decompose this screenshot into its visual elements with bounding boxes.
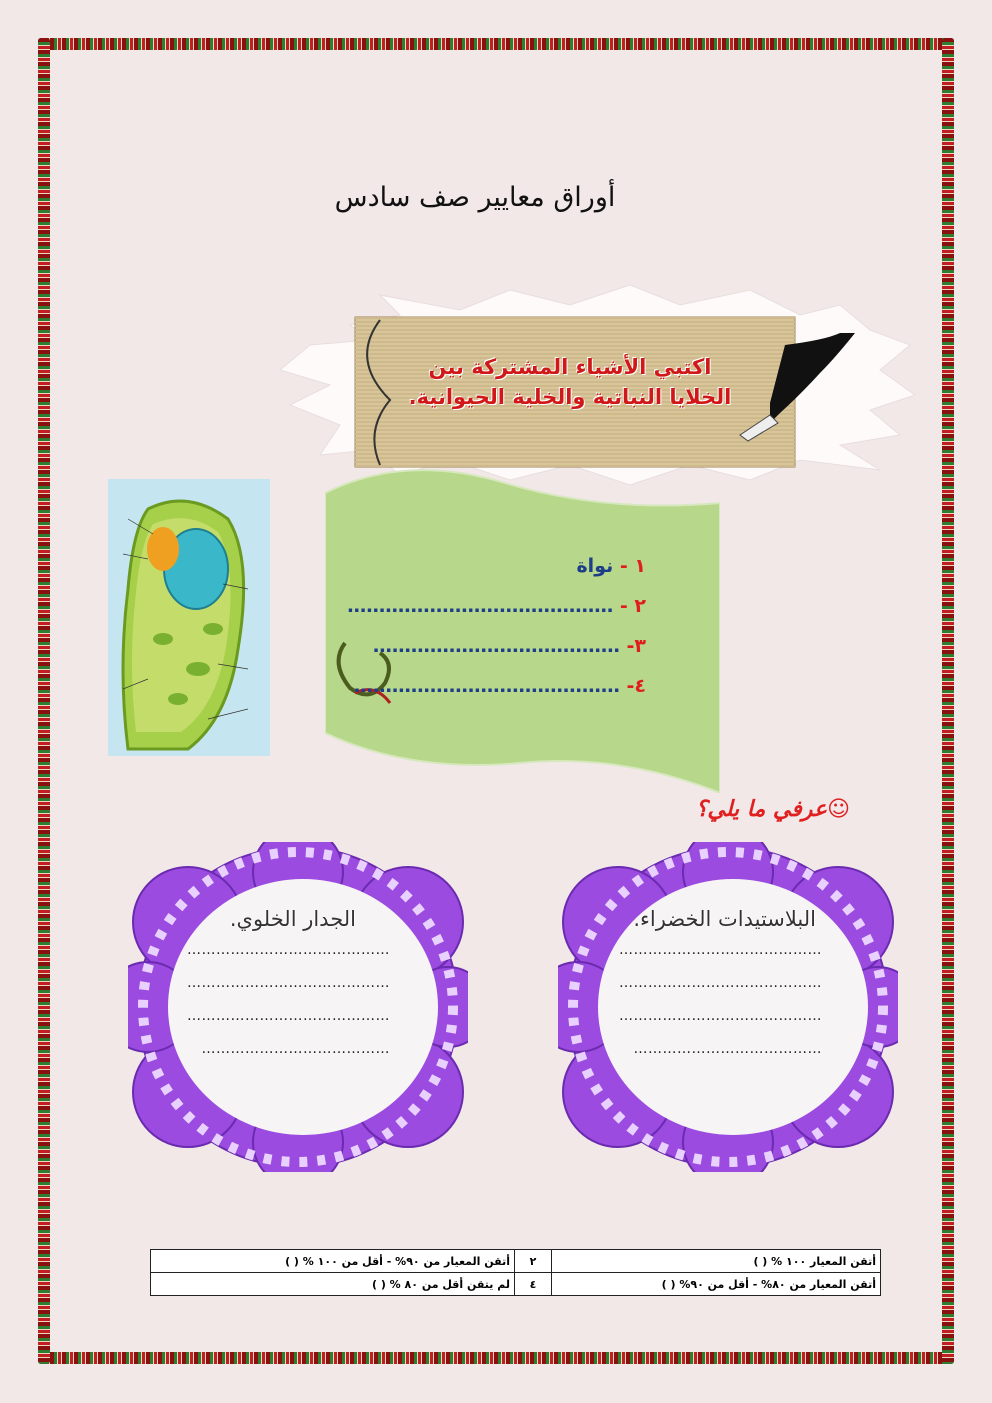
banner-line-2: الخلايا النباتية والخلية الحيوانية. (408, 385, 732, 409)
smiley-icon: ☺ (827, 797, 850, 822)
decorative-border-bottom (38, 1352, 954, 1364)
answer-blank: ………………………………… (372, 635, 620, 657)
answer-number: ٣- (626, 635, 646, 657)
definition-frame-chloroplast (558, 842, 898, 1172)
plant-cell-diagram (108, 479, 270, 756)
answer-number: ١ - (619, 555, 646, 577)
definition-blank: …………………………………… (619, 1008, 822, 1024)
answer-line-1 (576, 555, 646, 577)
definition-blank: …………………………………… (187, 1008, 390, 1024)
define-heading (680, 797, 850, 822)
answer-blank: …………………………………… (353, 675, 620, 697)
rubric-level: ٤ (515, 1273, 552, 1296)
page-title: أوراق معايير صف سادس (334, 182, 616, 213)
answer-line-4 (354, 675, 646, 697)
flower-frame-icon (558, 842, 898, 1172)
banner-instruction (360, 352, 780, 412)
answer-panel (325, 463, 720, 793)
rubric-level: ٢ (515, 1250, 552, 1273)
banner-line-1: اكتبي الأشياء المشتركة بين (428, 355, 712, 379)
definition-frame-cell-wall (128, 842, 468, 1172)
answer-number: ٢ - (619, 595, 646, 617)
rubric-cell: أتقن المعيار من ٨٠% - أقل من ٩٠% ( ) (552, 1273, 881, 1296)
answer-text: نواة (576, 555, 614, 577)
decorative-border-top (38, 38, 954, 50)
decorative-border-left (38, 38, 50, 1364)
rubric-cell: أتقن المعيار من ٩٠% - أقل من ١٠٠ % ( ) (151, 1250, 515, 1273)
grading-rubric-table (150, 1249, 881, 1296)
rubric-cell: لم يتقن أقل من ٨٠ % ( ) (151, 1273, 515, 1296)
definition-blank: …………………………………… (619, 942, 822, 958)
table-row (151, 1273, 881, 1296)
definition-blank: …………………………………… (619, 975, 822, 991)
answer-line-2 (347, 595, 646, 617)
decorative-border-right (942, 38, 954, 1364)
define-heading-text: عرفي ما يلي؟ (695, 797, 828, 822)
answer-number: ٤- (626, 675, 646, 697)
definition-blank: ………………………………… (633, 1041, 822, 1057)
table-row (151, 1250, 881, 1273)
definition-blank: …………………………………… (187, 975, 390, 991)
flower-frame-icon (128, 842, 468, 1172)
definition-term: البلاستيدات الخضراء. (633, 907, 816, 931)
answer-line-3 (373, 635, 646, 657)
answer-blank: …………………………………… (347, 595, 614, 617)
definition-term: الجدار الخلوي. (229, 907, 356, 931)
definition-blank: ………………………………… (201, 1041, 390, 1057)
rubric-cell: أتقن المعيار ١٠٠ % ( ) (552, 1250, 881, 1273)
definition-blank: …………………………………… (187, 942, 390, 958)
